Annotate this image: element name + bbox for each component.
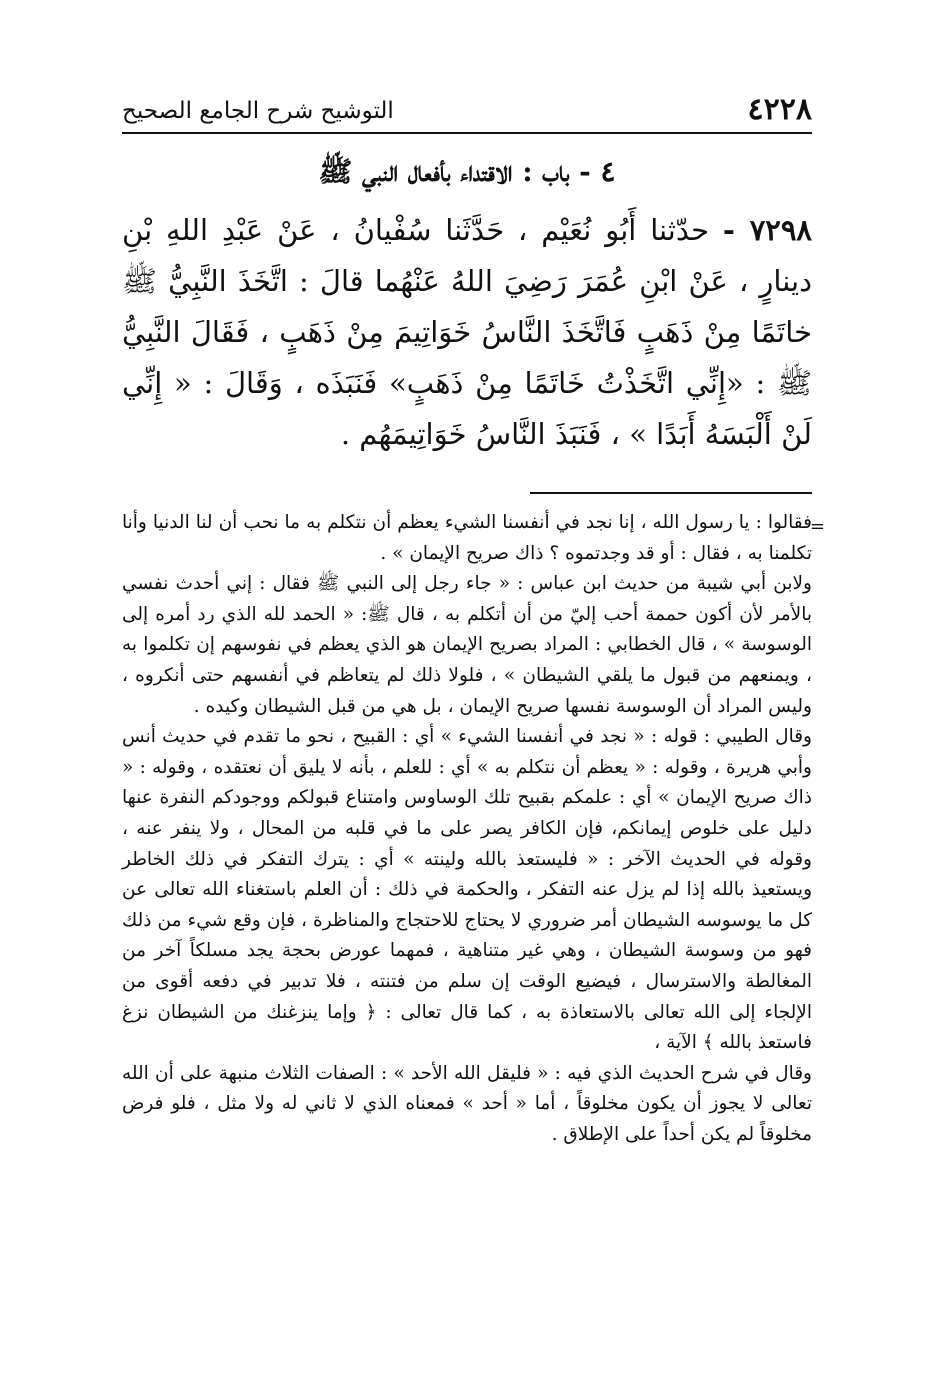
book-title: التوشيح شرح الجامع الصحيح <box>122 98 394 124</box>
hadith-text: حدّثنا أَبُو نُعَيْم ، حَدَّثَنا سُفْيانُ ، عَنْ عَبْدِ اللهِ بْنِ دينارٍ ، عَنْ ابْنِ عُمَرَ رَضِيَ اللهُ عَنْهُما قالَ : اتَّخَذَ النَّبِيُّ ﷺ خاتَمًا مِنْ ذَهَبٍ فَاتَّخَذَ النَّاسُ خَوَاتِيمَ مِنْ ذَهَبٍ ، فَقَالَ النَّبِيُّ ﷺ : «إِنِّي اتَّخَذْتُ خَاتَمًا مِنْ ذَهَبٍ» فَنَبَذَه ، وَقَالَ : « إِنِّي لَنْ أَلْبَسَهُ أَبَدًا » ، فَنَبَذَ النَّاسُ خَوَاتِيمَهُم . <box>122 213 812 451</box>
page-header <box>122 92 812 134</box>
continuation-mark: = <box>809 516 825 537</box>
chapter-heading: ٤ - باب : الاقتداء بأفعال النبي ﷺ <box>318 155 616 188</box>
hadith-text-block <box>122 205 812 460</box>
hadith-number: ٧٢٩٨ - <box>722 213 813 247</box>
note-paragraph: وقال في شرح الحديث الذي فيه : « فليقل الله الأحد » : الصفات الثلاث منبهة على أن الله تعالى لا يجوز أن يكون مخلوقاً ، أما « أحد » فمعناه الذي لا ثاني له ولا مثل ، فلو فرض مخلوقاً لم يكن أحداً على الإطلاق . <box>122 1062 812 1145</box>
note-paragraph: وقال الطيبي : قوله : « نجد في أنفسنا الشيء » أي : القبيح ، نحو ما تقدم في حديث أنس وأبي هريرة ، وقوله : « يعظم أن نتكلم به » أي : للعلم ، بأنه لا يليق أن نعتقده ، وقوله : « ذاك صريح الإيمان » أي : علمكم بقبيح تلك الوساوس وامتناع قبولكم ووجودكم النفرة عنها دليل على خلوص إيمانكم، فإن الكافر يصر على ما في قلبه من المحال ، ولا ينفر عنه ، وقوله في الحديث الآخر : « فليستعذ بالله ولينته » أي : يترك التفكر في ذلك الخاطر ويستعيذ بالله إذا لم يزل عنه التفكر ، والحكمة في ذلك : أن العلم باستغناء الله تعالى عن كل ما يوسوسه الشيطان أمر ضروري لا يحتاج للاحتجاج والمناظرة ، فإن وقع شيء من ذلك فهو من وسوسة الشيطان ، وهي غير متناهية ، فمهما عورض بحجة يجد مسلكاً آخر من المغالطة والاسترسال ، فيضيع الوقت إن سلم من فتنته ، فلا تدبير في دفعه أقوى من الإلجاء إلى الله تعالى بالاستعاذة به ، كما قال تعالى : ﴿ وإما ينزغنك من الشيطان نزغ فاستعذ بالله ﴾ الآية ، <box>122 726 812 1054</box>
commentary-notes <box>122 508 812 1150</box>
footnote-separator <box>530 492 812 494</box>
note-paragraph: فقالوا : يا رسول الله ، إنا نجد في أنفسنا الشيء يعظم أن نتكلم به ما نحب أن لنا الدنيا وأنا تكلمنا به ، فقال : أو قد وجدتموه ؟ ذاك صريح الإيمان » . <box>122 512 812 564</box>
note-paragraph: ولابن أبي شيبة من حديث ابن عباس : « جاء رجل إلى النبي ﷺ فقال : إني أحدث نفسي بالأمر لأن أكون حممة أحب إليّ من أن أتكلم به ، قال ﷺ: « الحمد لله الذي رد أمره إلى الوسوسة » ، قال الخطابي : المراد بصريح الإيمان هو الذي يعظم في نفوسهم إن تكلموا به ، ويمنعهم من قبول ما يلقي الشيطان » ، فلولا ذلك لم يتعاظم في أنفسهم حتى أنكروه ، وليس المراد أن الوسوسة نفسها صريح الإيمان ، بل هي من قبل الشيطان وكيده . <box>122 573 812 717</box>
page-number: ٤٢٢٨ <box>747 92 812 127</box>
